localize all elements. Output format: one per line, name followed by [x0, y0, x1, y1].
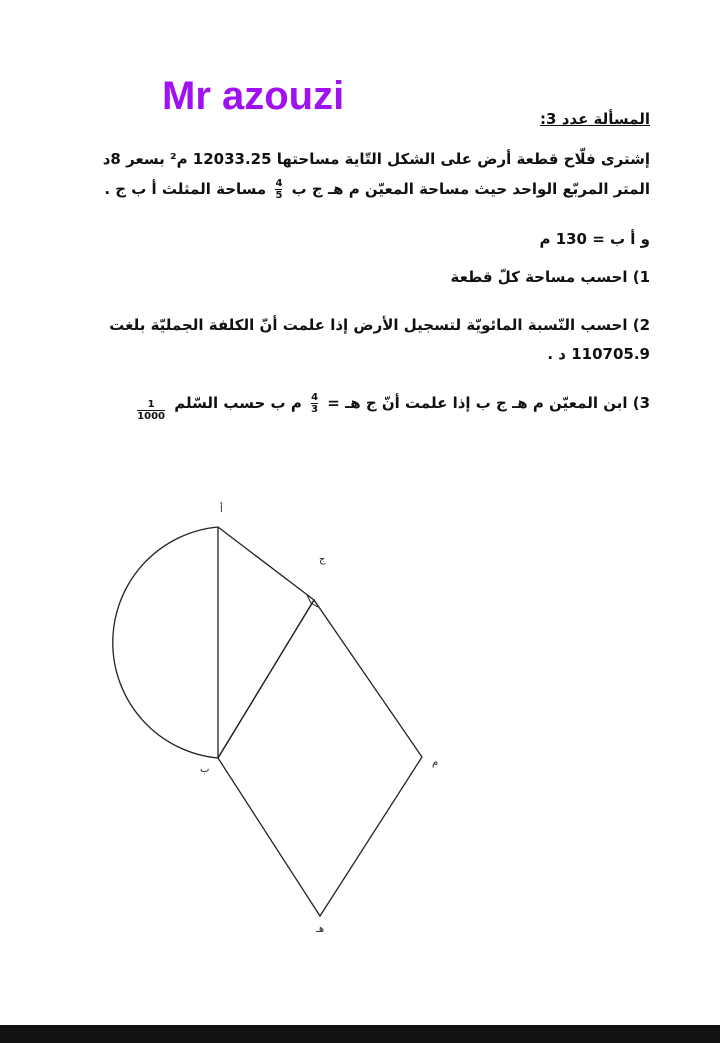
scale-numerator: 1: [137, 399, 165, 411]
brand-watermark: Mr azouzi: [162, 74, 345, 118]
rhombus-mhcb: [218, 600, 422, 916]
fraction-numerator: 4: [275, 178, 283, 189]
problem-title: المسألة عدد 3:: [540, 110, 650, 128]
scale-denominator: 1000: [137, 411, 165, 422]
fraction-denominator: 5: [275, 190, 283, 201]
given-ab: و أ ب = 130 م: [539, 230, 650, 248]
intro-line2-part-b: مساحة المثلث أ ب ج .: [104, 180, 267, 198]
question-3-part-a: 3) ابن المعيّن م هـ ج ب إذا علمت أنّ ج هـ =: [327, 394, 650, 412]
question-3-part-b: م ب حسب السّلم: [174, 394, 302, 412]
semicircle-arc: [113, 527, 218, 758]
fraction-numerator: 4: [311, 392, 319, 403]
label-b: ب: [200, 764, 210, 775]
bottom-bar: [0, 1025, 720, 1043]
question-2-line1: 2) احسب النّسبة المائويّة لتسجيل الأرض إذا علمت أنّ الكلفة الجمليّة بلغت: [109, 316, 650, 334]
triangle-abc: [218, 527, 314, 758]
fraction-denominator: 3: [311, 404, 319, 415]
label-m: م: [432, 757, 439, 768]
question-1: 1) احسب مساحة كلّ قطعة: [450, 268, 650, 286]
question-2-line2: 110705.9 د .: [547, 345, 650, 363]
label-h: هـ: [316, 924, 325, 935]
problem-intro-line1: إشترى فلّاح قطعة أرض على الشكل التّاية مساحتها 12033.25 م² بسعر 8د: [102, 150, 650, 168]
right-angle-mark: [307, 595, 318, 607]
intro-line2-part-a: المتر المربّع الواحد حيث مساحة المعيّن م هـ ج ب: [291, 180, 650, 198]
label-c: ج: [319, 554, 326, 565]
label-a: أ: [220, 504, 223, 515]
